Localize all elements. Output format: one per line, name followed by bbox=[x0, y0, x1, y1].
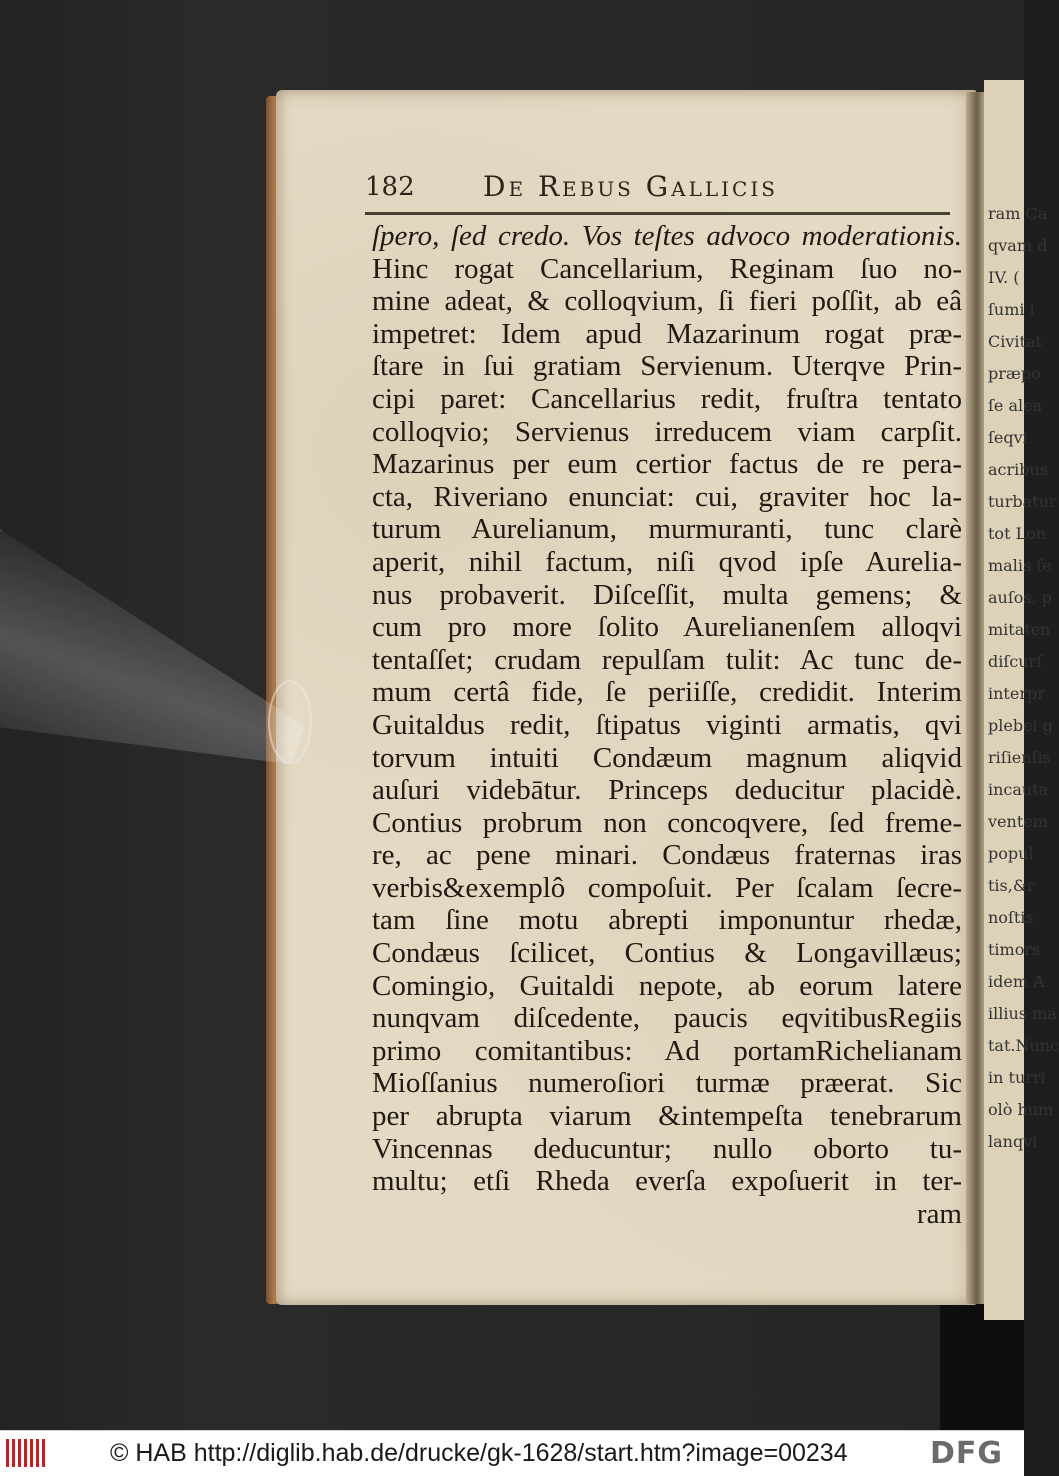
facing-text-fragment: ventem bbox=[988, 812, 1048, 831]
text-line: Comingio, Guitaldi nepote, ab eorum latere bbox=[372, 969, 962, 1002]
facing-text-fragment: IV. ( bbox=[988, 268, 1020, 287]
text-line: impetret: Idem apud Mazarinum rogat præ- bbox=[372, 317, 962, 350]
copyright-link[interactable]: © HAB http://diglib.hab.de/drucke/gk-1628/start.htm?image=00234 bbox=[110, 1439, 848, 1467]
facing-text-fragment: præpo bbox=[988, 364, 1041, 383]
facing-text-fragment: lanqvi bbox=[988, 1132, 1038, 1151]
text-line: re, ac pene minari. Condæus fraternas iras bbox=[372, 839, 962, 872]
facing-text-fragment: ram Ca bbox=[988, 204, 1048, 223]
text-line: per abrupta viarum &intempeſta tenebrarum bbox=[372, 1100, 962, 1133]
facing-text-fragment: tat.Nunc bbox=[988, 1036, 1059, 1055]
text-line: mum certâ fide, ſe periiſſe, credidit. Interim bbox=[372, 676, 962, 709]
facing-text-fragment: Civitat bbox=[988, 332, 1042, 351]
text-line: verbis&exemplô compoſuit. Per ſcalam ſecre- bbox=[372, 871, 962, 904]
text-line: mine adeat, & colloqvium, ſi fieri poſſit, ab eâ bbox=[372, 285, 962, 318]
facing-text-fragment: diſcurſ bbox=[988, 652, 1043, 671]
text-line: turum Aurelianum, murmuranti, tunc clarè bbox=[372, 513, 962, 546]
text-line: colloqvio; Servienus irreducem viam carpſit. bbox=[372, 415, 962, 448]
text-line: primo comitantibus: Ad portamRichelianam bbox=[372, 1034, 962, 1067]
running-title: De Rebus Gallicis bbox=[483, 170, 778, 203]
facing-text-fragment: idem A bbox=[988, 972, 1045, 991]
facing-text-fragment: noſtis bbox=[988, 908, 1034, 927]
text-line: Mioſſanius numeroſiori turmæ præerat. Sic bbox=[372, 1067, 962, 1100]
facing-text-fragment: tot Lon bbox=[988, 524, 1047, 543]
facing-text-fragment: interpr bbox=[988, 684, 1045, 703]
text-line: aperit, nihil factum, niſi qvod ipſe Aurelia- bbox=[372, 545, 962, 578]
body-text bbox=[372, 220, 962, 1230]
facing-text-fragment: olò hum bbox=[988, 1100, 1054, 1119]
page-number: 182 bbox=[365, 172, 415, 202]
text-line: Condæus ſcilicet, Contius & Longavillæus; bbox=[372, 937, 962, 970]
text-line: Contius probrum non concoqvere, ſed freme- bbox=[372, 806, 962, 839]
barcode-icon bbox=[6, 1439, 48, 1467]
facing-text-fragment: riſienſis bbox=[988, 748, 1051, 767]
text-line: Guitaldus redit, ſtipatus viginti armatis, qvi bbox=[372, 708, 962, 741]
catchword: ram bbox=[916, 1197, 962, 1230]
text-line: nunqvam diſcedente, paucis eqvitibusRegiis bbox=[372, 1002, 962, 1035]
facing-text-fragment: in turri bbox=[988, 1068, 1046, 1087]
facing-text-fragment: ſumi i bbox=[988, 300, 1035, 319]
text-line: Mazarinus per eum certior factus de re pera- bbox=[372, 448, 962, 481]
text-line: tentaſſet; crudam repulſam tulit: Ac tunc de- bbox=[372, 643, 962, 676]
facing-text-fragment: plebei g bbox=[988, 716, 1053, 735]
facing-text-fragment: ſe alea bbox=[988, 396, 1043, 415]
text-line: torvum intuiti Condæum magnum aliqvid bbox=[372, 741, 962, 774]
running-head bbox=[365, 168, 965, 212]
facing-text-fragment: ſeqvi bbox=[988, 428, 1028, 447]
text-line: tam ſine motu abrepti imponuntur rhedæ, bbox=[372, 904, 962, 937]
facing-page-fragment bbox=[984, 80, 1059, 1320]
footer-bar bbox=[0, 1430, 1024, 1476]
dfg-logo: DFG bbox=[930, 1436, 1004, 1471]
facing-text-fragment: incauta bbox=[988, 780, 1049, 799]
text-line: ſtare in ſui gratiam Servienum. Uterqve Prin- bbox=[372, 350, 962, 383]
facing-text-fragment: malis ſe bbox=[988, 556, 1052, 575]
text-line: ſpero, ſed credo. Vos teſtes advoco moderationis. bbox=[372, 220, 962, 252]
text-line: auſuri videbātur. Princeps deducitur placidè. bbox=[372, 774, 962, 807]
text-line: cipi paret: Cancellarius redit, fruſtra tentato bbox=[372, 382, 962, 415]
facing-text-fragment: illius ma bbox=[988, 1004, 1057, 1023]
glass-weight-tip bbox=[268, 680, 312, 764]
text-line: cta, Riveriano enunciat: cui, graviter hoc la- bbox=[372, 480, 962, 513]
facing-text-fragment: auſos, p bbox=[988, 588, 1053, 607]
text-line: Vincennas deducuntur; nullo oborto tu- bbox=[372, 1132, 962, 1165]
facing-text-fragment: qvam d bbox=[988, 236, 1048, 255]
text-line: Hinc rogat Cancellarium, Reginam ſuo no- bbox=[372, 252, 962, 285]
text-line: cum pro more ſolito Aurelianenſem alloqvi bbox=[372, 611, 962, 644]
facing-text-fragment: popul bbox=[988, 844, 1034, 863]
facing-page-text bbox=[984, 198, 1059, 1158]
facing-text-fragment: acribus bbox=[988, 460, 1049, 479]
text-line: nus probaverit. Diſceſſit, multa gemens; & bbox=[372, 578, 962, 611]
head-rule bbox=[365, 212, 950, 215]
facing-text-fragment: mitaten bbox=[988, 620, 1051, 639]
facing-text-fragment: turbatur bbox=[988, 492, 1057, 511]
facing-text-fragment: tis,&r bbox=[988, 876, 1035, 895]
text-line: multu; etſi Rheda everſa expoſuerit in ter- bbox=[372, 1165, 962, 1198]
facing-text-fragment: timors bbox=[988, 940, 1041, 959]
